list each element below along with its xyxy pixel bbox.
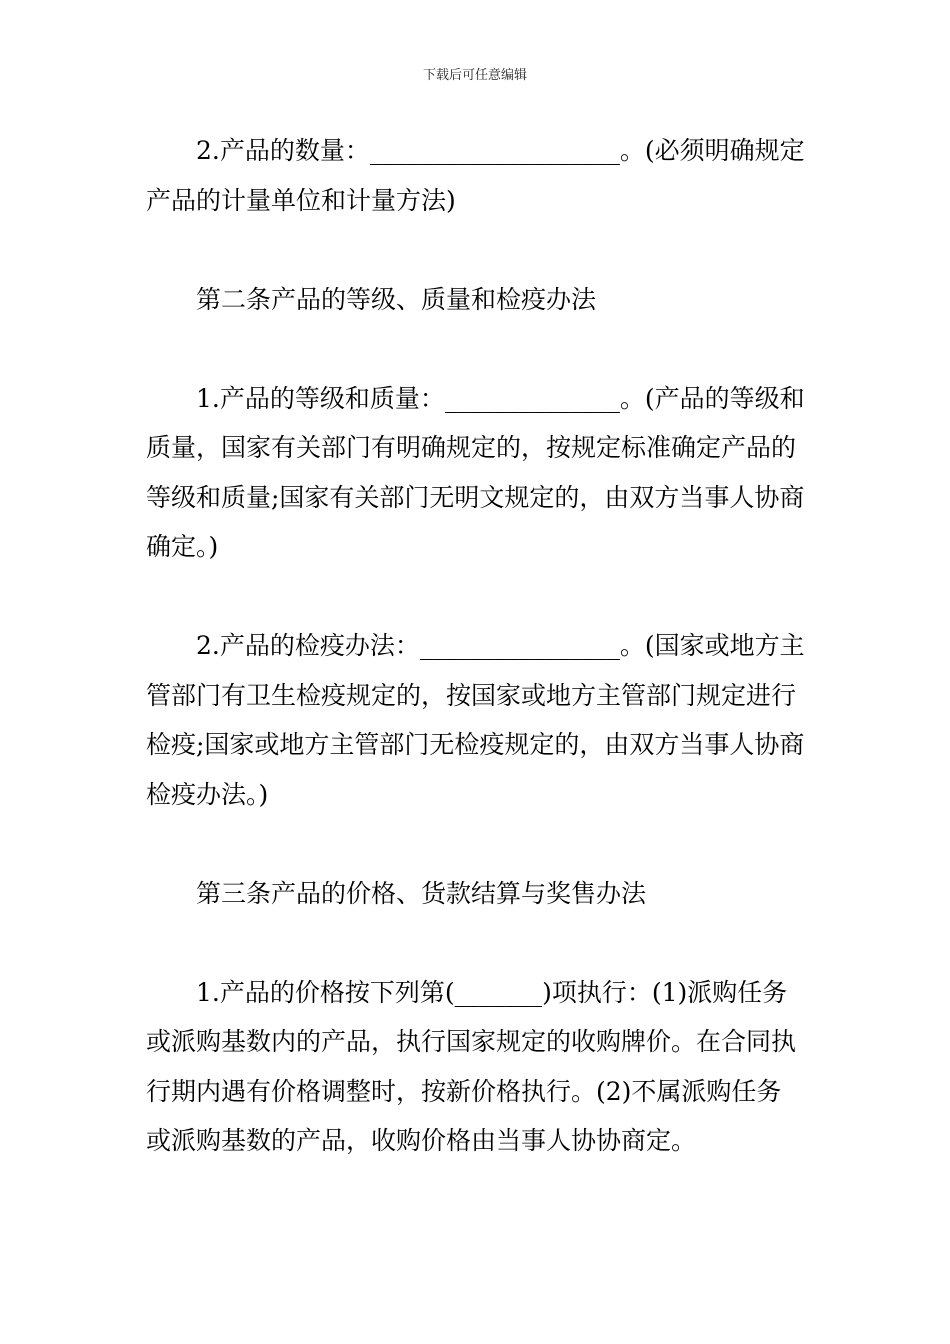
clause-quantity: 2.产品的数量：____________________。(必须明确规定产品的计量单位和计量方法) [146, 136, 805, 215]
article-two-heading: 第二条产品的等级、质量和检疫办法 [196, 284, 597, 314]
clause-price: 1.产品的价格按下列第(_______)项执行：(1)派购任务或派购基数内的产品，执行国家规定的收购牌价。在合同执行期内遇有价格调整时，按新价格执行。(2)不属派购任务或派购基数的产品，收购价格由当事人协协商定。 [146, 977, 797, 1155]
article-three-heading: 第三条产品的价格、货款结算与奖售办法 [196, 878, 647, 908]
clause-grade-quality: 1.产品的等级和质量：______________。(产品的等级和质量，国家有关部门有明确规定的，按规定标准确定产品的等级和质量;国家有关部门无明文规定的，由双方当事人协商确定。) [146, 383, 805, 561]
header-note: 下载后可任意编辑 [422, 68, 527, 83]
document-body [146, 126, 806, 1215]
clause-quarantine: 2.产品的检疫办法：________________。(国家或地方主管部门有卫生检疫规定的，按国家或地方主管部门规定进行检疫;国家或地方主管部门无检疫规定的，由双方当事人协商检疫办法。) [146, 631, 805, 809]
